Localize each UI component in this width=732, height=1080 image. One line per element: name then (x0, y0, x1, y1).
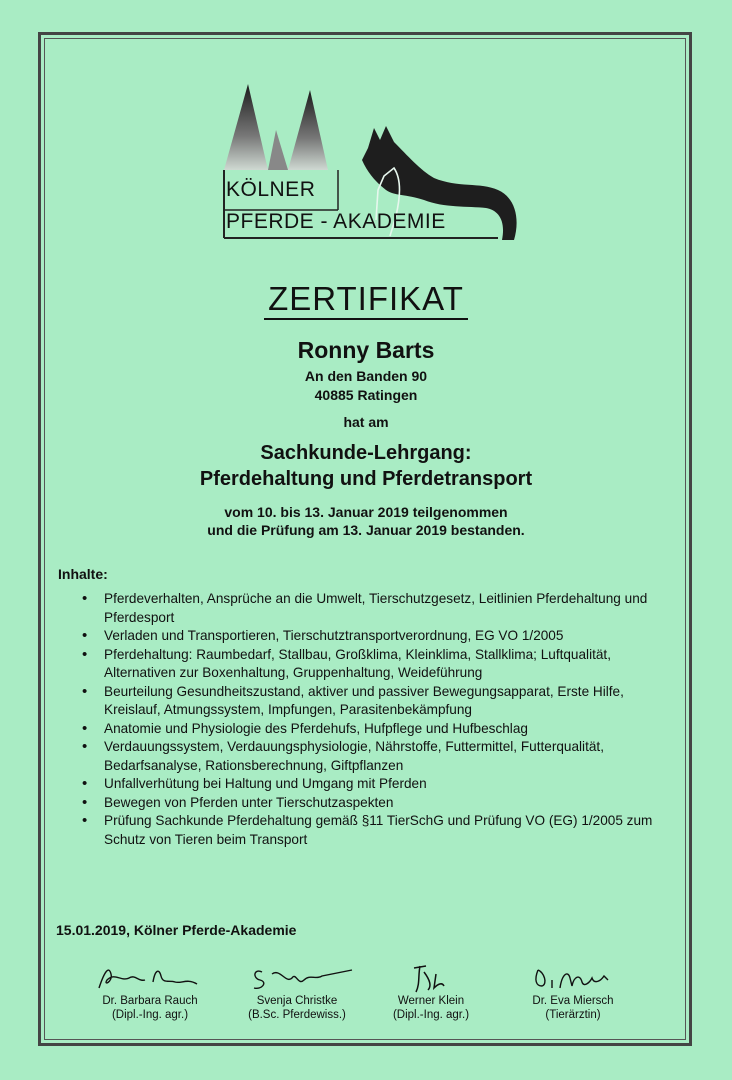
signature-block-christke (222, 960, 372, 1022)
signatory-title: (Dipl.-Ing. agr.) (392, 1009, 470, 1021)
signatory-name: Dr. Barbara Rauch (102, 995, 198, 1007)
signature-rauch (85, 960, 215, 994)
period-line-2: und die Prüfung am 13. Januar 2019 bestanden. (207, 522, 525, 538)
list-item: • Pferdeverhalten, Ansprüche an die Umwelt, Tierschutzgesetz, Leitlinien Pferdehaltung und Pferdesport (82, 590, 682, 627)
issue-date: 15.01.2019, Kölner Pferde-Akademie (56, 922, 297, 938)
list-item: • Pferdehaltung: Raumbedarf, Stallbau, Großklima, Kleinklima, Stallklima; Luftqualität, Alternativen zur Boxenhaltung, Gruppenhaltung, Weideführung (82, 646, 682, 683)
course-line-2: Pferdehaltung und Pferdetransport (199, 468, 533, 490)
recipient-city: 40885 Ratingen (314, 387, 418, 403)
intro-text: hat am (343, 414, 389, 430)
signatory-name: Dr. Eva Miersch (532, 995, 614, 1007)
logo-line-1: KÖLNER (226, 178, 316, 201)
signatory-title: (Dipl.-Ing. agr.) (111, 1009, 189, 1021)
list-item: • Prüfung Sachkunde Pferdehaltung gemäß §11 TierSchG und Prüfung VO (EG) 1/2005 zum Schutz von Tieren beim Transport (82, 812, 682, 849)
signatory-name: Werner Klein (397, 995, 465, 1007)
signature-block-miersch (498, 960, 648, 1022)
certificate-title: ZERTIFIKAT (0, 280, 732, 318)
period-line-1: vom 10. bis 13. Januar 2019 teilgenommen (224, 504, 508, 520)
signature-block-klein (356, 960, 506, 1022)
logo-line-2: PFERDE - AKADEMIE (226, 210, 446, 233)
course-line-1: Sachkunde-Lehrgang: (260, 442, 472, 464)
signature-miersch (508, 960, 638, 994)
signatory-title: (B.Sc. Pferdewiss.) (248, 1009, 346, 1021)
signatory-title: (Tierärztin) (545, 1009, 601, 1021)
signature-klein (366, 960, 496, 994)
list-item: • Verdauungssystem, Verdauungsphysiologie, Nährstoffe, Futtermittel, Futterqualität, Bedarfsanalyse, Rationsberechnung, Giftpflanzen (82, 738, 682, 775)
contents-label: Inhalte: (58, 566, 108, 582)
list-item: • Verladen und Transportieren, Tierschutztransportverordnung, EG VO 1/2005 (82, 627, 682, 646)
list-item: • Anatomie und Physiologie des Pferdehufs, Hufpflege und Hufbeschlag (82, 720, 682, 739)
recipient-name: Ronny Barts (297, 337, 435, 363)
signature-block-rauch (75, 960, 225, 1022)
contents-list (82, 590, 682, 849)
signatory-name: Svenja Christke (256, 995, 338, 1007)
list-item: • Unfallverhütung bei Haltung und Umgang mit Pferden (82, 775, 682, 794)
list-item: • Bewegen von Pferden unter Tierschutzaspekten (82, 794, 682, 813)
signature-christke (232, 960, 362, 994)
recipient-street: An den Banden 90 (304, 368, 428, 384)
list-item: • Beurteilung Gesundheitszustand, aktiver und passiver Bewegungsapparat, Erste Hilfe, Kreislauf, Atmungssystem, Impfungen, Parasitenbekämpfung (82, 683, 682, 720)
